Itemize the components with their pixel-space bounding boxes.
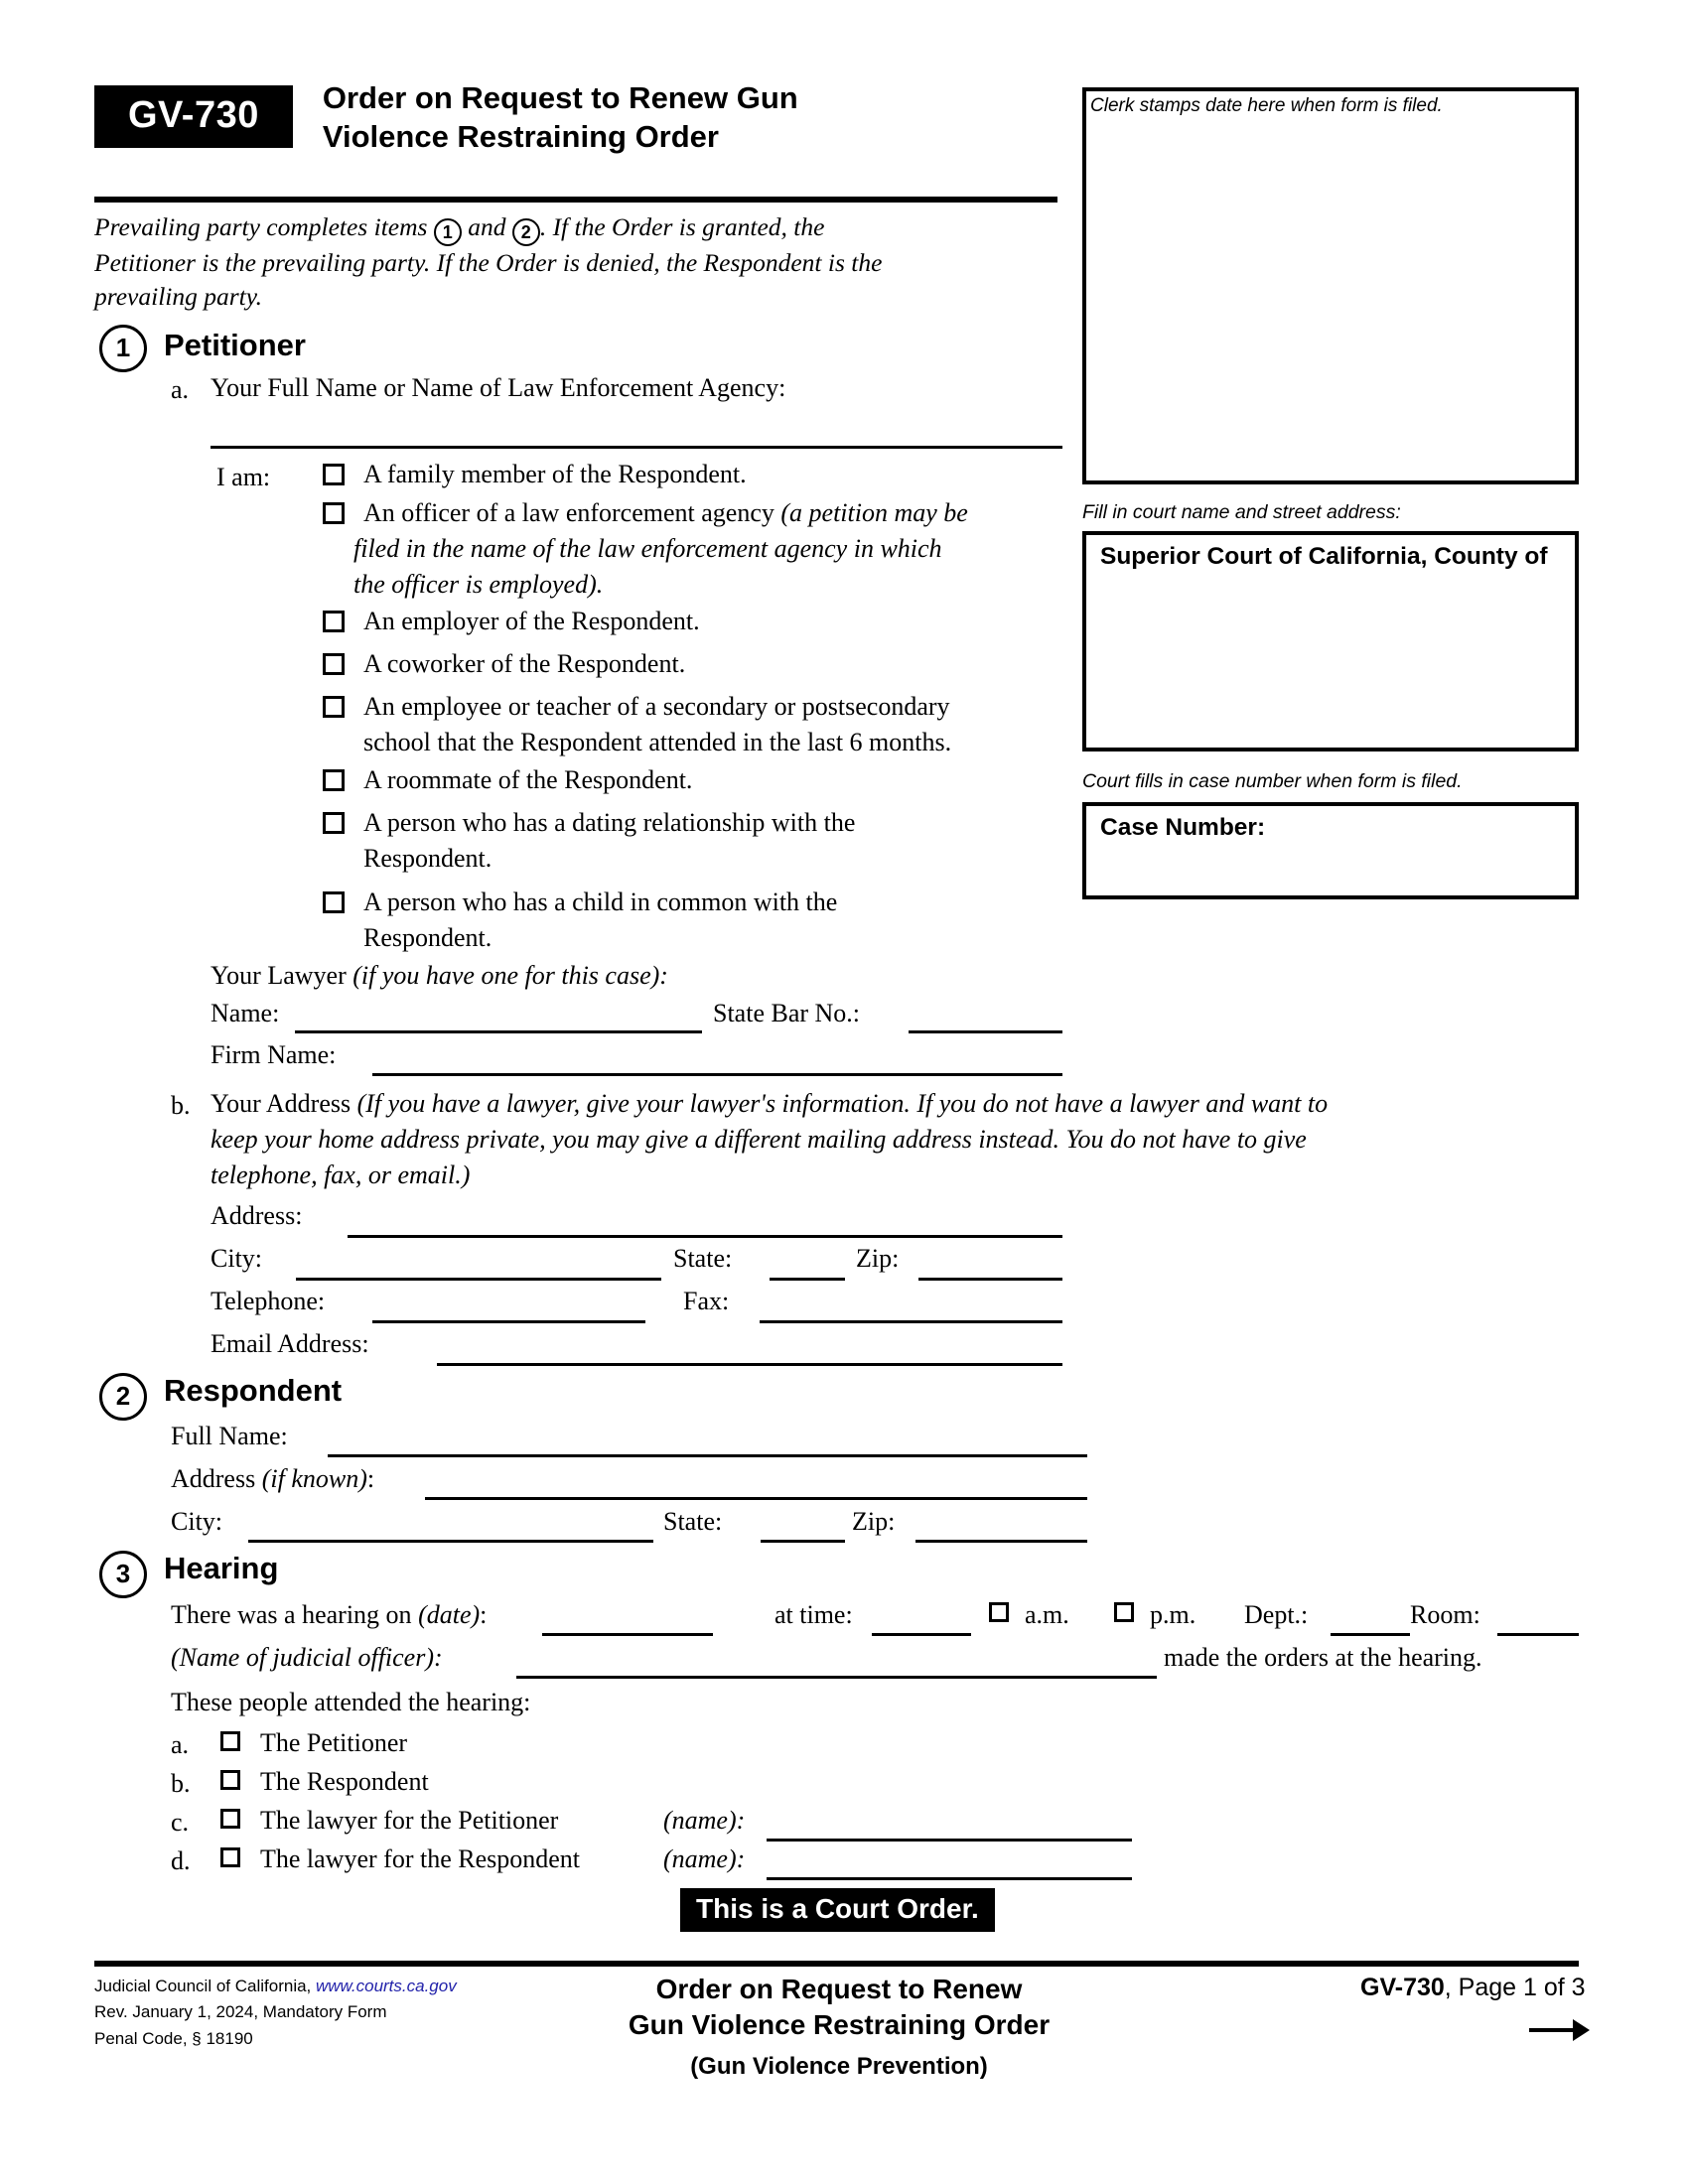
item-1b-italic-1: (If you have a lawyer, give your lawyer's information. If you do not have a lawyer and want to [356, 1089, 1329, 1118]
petitioner-fax-input-rule[interactable] [760, 1320, 1062, 1323]
option-2-cont-1: filed in the name of the law enforcement agency in which [353, 534, 942, 563]
lawyer-label-main: Your Lawyer [211, 961, 353, 990]
made-orders-label: made the orders at the hearing. [1164, 1643, 1482, 1672]
respondent-address-input-rule[interactable] [425, 1497, 1087, 1500]
hearing-time-label: at time: [774, 1600, 853, 1629]
hearing-date-label [171, 1598, 487, 1632]
respondent-state-label: State: [663, 1507, 723, 1536]
lawyer-label-italic: (if you have one for this case): [352, 961, 668, 990]
respondent-zip-label: Zip: [852, 1507, 896, 1536]
dept-input-rule[interactable] [1331, 1633, 1410, 1636]
respondent-zip-input-rule[interactable] [915, 1540, 1087, 1543]
attendee-b-letter: b. [171, 1769, 191, 1798]
footer-council-label: Judicial Council of California, [94, 1977, 316, 1995]
option-label-law-enforcement-officer [363, 496, 968, 530]
clerk-stamp-box[interactable] [1082, 87, 1579, 484]
section-number-3: 3 [99, 1551, 147, 1598]
form-title-line-2: Violence Restraining Order [322, 118, 719, 154]
footer-page-form-number: GV-730 [1360, 1974, 1445, 2001]
form-title-line-1: Order on Request to Renew Gun [322, 80, 798, 115]
option-8-cont-1: Respondent. [363, 923, 492, 952]
option-label-dating-relationship: A person who has a dating relationship with the [363, 808, 856, 837]
circled-number-2-inline: 2 [512, 218, 540, 246]
form-header [94, 79, 1057, 157]
checkbox-dating-relationship[interactable] [323, 812, 345, 834]
petitioner-address-label: Address: [211, 1201, 303, 1230]
option-label-employee-or-teacher: An employee or teacher of a secondary or postsecondary [363, 692, 950, 721]
state-bar-label: State Bar No.: [713, 999, 861, 1027]
footer-form-subtitle: (Gun Violence Prevention) [690, 2053, 988, 2080]
footer-revision-label: Rev. January 1, 2024, Mandatory Form [94, 2002, 387, 2022]
option-label-roommate: A roommate of the Respondent. [363, 765, 693, 794]
item-1b-label [211, 1087, 1328, 1121]
attendee-a-letter: a. [171, 1730, 190, 1759]
attendee-c-letter: c. [171, 1808, 190, 1837]
court-name-box[interactable] [1082, 531, 1579, 751]
petitioner-zip-label: Zip: [856, 1244, 900, 1273]
respondent-address-colon: : [366, 1464, 375, 1493]
respondent-full-name-label: Full Name: [171, 1422, 288, 1450]
section-number-2: 2 [99, 1373, 147, 1421]
checkbox-attendee-respondent-lawyer[interactable] [220, 1847, 240, 1867]
hearing-date-input-rule[interactable] [542, 1633, 713, 1636]
attendee-d-label: The lawyer for the Respondent [260, 1844, 581, 1873]
intro-instruction [94, 210, 1038, 315]
attendees-label: These people attended the hearing: [171, 1688, 531, 1716]
footer-page-label: , Page 1 of 3 [1444, 1974, 1586, 2001]
item-1a-label: Your Full Name or Name of Law Enforcement Agency: [211, 373, 786, 402]
petitioner-name-input-rule[interactable] [211, 446, 1062, 449]
petitioner-state-input-rule[interactable] [770, 1278, 845, 1281]
option-7-cont-1: Respondent. [363, 844, 492, 873]
header-divider [94, 197, 1057, 203]
section-heading-hearing: Hearing [164, 1551, 279, 1585]
respondent-full-name-input-rule[interactable] [328, 1454, 1087, 1457]
court-name-label: Superior Court of California, County of [1100, 543, 1548, 570]
footer-code-label: Penal Code, § 18190 [94, 2028, 253, 2048]
respondent-address-label [171, 1462, 374, 1496]
option-label-child-in-common: A person who has a child in common with the [363, 887, 838, 916]
label-dept: Dept.: [1244, 1600, 1309, 1629]
option-2-cont-2: the officer is employed). [353, 570, 604, 599]
intro-and: and [468, 212, 506, 241]
attendee-b-label: The Respondent [260, 1767, 429, 1796]
hearing-date-italic: (date) [418, 1600, 481, 1629]
judicial-officer-label: (Name of judicial officer): [171, 1643, 443, 1672]
respondent-state-input-rule[interactable] [761, 1540, 845, 1543]
firm-name-input-rule[interactable] [372, 1073, 1062, 1076]
option-label-employer: An employer of the Respondent. [363, 607, 700, 635]
intro-text-line-3: prevailing party. [94, 282, 263, 312]
judicial-officer-input-rule[interactable] [516, 1676, 1157, 1679]
clerk-stamp-note: Clerk stamps date here when form is filed. [1090, 95, 1443, 116]
room-input-rule[interactable] [1497, 1633, 1579, 1636]
checkbox-roommate[interactable] [323, 769, 345, 791]
label-am: a.m. [1025, 1600, 1069, 1629]
footer-divider [94, 1961, 1579, 1967]
hearing-date-pre: There was a hearing on [171, 1600, 419, 1629]
intro-text-1: Prevailing party completes items [94, 212, 428, 241]
checkbox-employer[interactable] [323, 611, 345, 632]
option-label-coworker: A coworker of the Respondent. [363, 649, 686, 678]
footer-page-number [1360, 1974, 1586, 2002]
checkbox-attendee-petitioner[interactable] [220, 1731, 240, 1751]
checkbox-attendee-respondent[interactable] [220, 1770, 240, 1790]
item-1b-italic-2: keep your home address private, you may give a different mailing address instead. You do not have to give [211, 1125, 1307, 1154]
footer-form-title [427, 1972, 1251, 2044]
hearing-time-input-rule[interactable] [872, 1633, 971, 1636]
next-page-arrow-icon [1529, 2015, 1591, 2050]
footer-legal-info [94, 1974, 457, 2052]
petitioner-telephone-label: Telephone: [211, 1287, 326, 1315]
petitioner-fax-label: Fax: [683, 1287, 730, 1315]
page-title [323, 79, 918, 157]
checkbox-child-in-common[interactable] [323, 891, 345, 913]
label-room: Room: [1410, 1600, 1480, 1629]
section-heading-petitioner: Petitioner [164, 328, 306, 362]
section-number-1: 1 [99, 325, 147, 372]
label-pm: p.m. [1150, 1600, 1196, 1629]
attendee-d-name-input-rule[interactable] [767, 1877, 1132, 1880]
case-number-box[interactable] [1082, 802, 1579, 899]
checkbox-family-member[interactable] [323, 464, 345, 485]
respondent-city-input-rule[interactable] [248, 1540, 653, 1543]
i-am-label: I am: [216, 463, 271, 491]
option-label-family-member: A family member of the Respondent. [363, 460, 747, 488]
petitioner-telephone-input-rule[interactable] [372, 1320, 645, 1323]
section-heading-respondent: Respondent [164, 1373, 343, 1408]
checkbox-coworker[interactable] [323, 653, 345, 675]
intro-text-line-2: Petitioner is the prevailing party. If the Order is denied, the Respondent is the [94, 248, 883, 277]
checkbox-employee-or-teacher[interactable] [323, 696, 345, 718]
petitioner-email-input-rule[interactable] [437, 1363, 1062, 1366]
petitioner-city-input-rule[interactable] [296, 1278, 661, 1281]
lawyer-name-input-rule[interactable] [295, 1030, 702, 1033]
attendee-d-letter: d. [171, 1846, 191, 1875]
firm-name-label: Firm Name: [211, 1040, 337, 1069]
option-5-cont-1: school that the Respondent attended in the last 6 months. [363, 728, 952, 756]
circled-number-1-inline: 1 [434, 218, 462, 246]
item-1b-letter: b. [171, 1091, 191, 1120]
intro-text-2: . If the Order is granted, the [539, 212, 825, 241]
case-number-label: Case Number: [1100, 814, 1266, 841]
footer-council-url[interactable]: www.courts.ca.gov [316, 1977, 457, 1995]
respondent-city-label: City: [171, 1507, 223, 1536]
lawyer-section-label [211, 959, 668, 993]
item-1b-italic-3: telephone, fax, or email.) [211, 1160, 471, 1189]
checkbox-pm[interactable] [1114, 1602, 1134, 1622]
item-1a-letter: a. [171, 375, 190, 404]
footer-title-line-2: Gun Violence Restraining Order [628, 2009, 1051, 2041]
state-bar-input-rule[interactable] [909, 1030, 1062, 1033]
attendee-c-name-input-rule[interactable] [767, 1839, 1132, 1842]
petitioner-email-label: Email Address: [211, 1329, 369, 1358]
petitioner-city-label: City: [211, 1244, 263, 1273]
checkbox-attendee-petitioner-lawyer[interactable] [220, 1809, 240, 1829]
item-1b-main: Your Address [211, 1089, 357, 1118]
attendee-a-label: The Petitioner [260, 1728, 408, 1757]
petitioner-zip-input-rule[interactable] [918, 1278, 1062, 1281]
checkbox-law-enforcement-officer[interactable] [323, 502, 345, 524]
court-order-banner: This is a Court Order. [680, 1888, 995, 1932]
case-number-note: Court fills in case number when form is filed. [1082, 770, 1463, 792]
option-2-italic-tail: (a petition may be [780, 498, 968, 527]
footer-title-line-1: Order on Request to Renew [655, 1974, 1023, 2004]
attendee-d-name-label: (name): [663, 1844, 746, 1873]
form-number-badge: GV-730 [94, 85, 293, 148]
checkbox-am[interactable] [989, 1602, 1009, 1622]
option-2-main: An officer of a law enforcement agency [363, 498, 781, 527]
hearing-date-colon: : [480, 1600, 488, 1629]
lawyer-name-label: Name: [211, 999, 280, 1027]
petitioner-state-label: State: [673, 1244, 733, 1273]
respondent-address-main: Address [171, 1464, 262, 1493]
respondent-address-italic: (if known) [261, 1464, 367, 1493]
petitioner-address-input-rule[interactable] [348, 1235, 1062, 1238]
attendee-c-name-label: (name): [663, 1806, 746, 1835]
attendee-c-label: The lawyer for the Petitioner [260, 1806, 559, 1835]
court-address-note: Fill in court name and street address: [1082, 501, 1401, 523]
